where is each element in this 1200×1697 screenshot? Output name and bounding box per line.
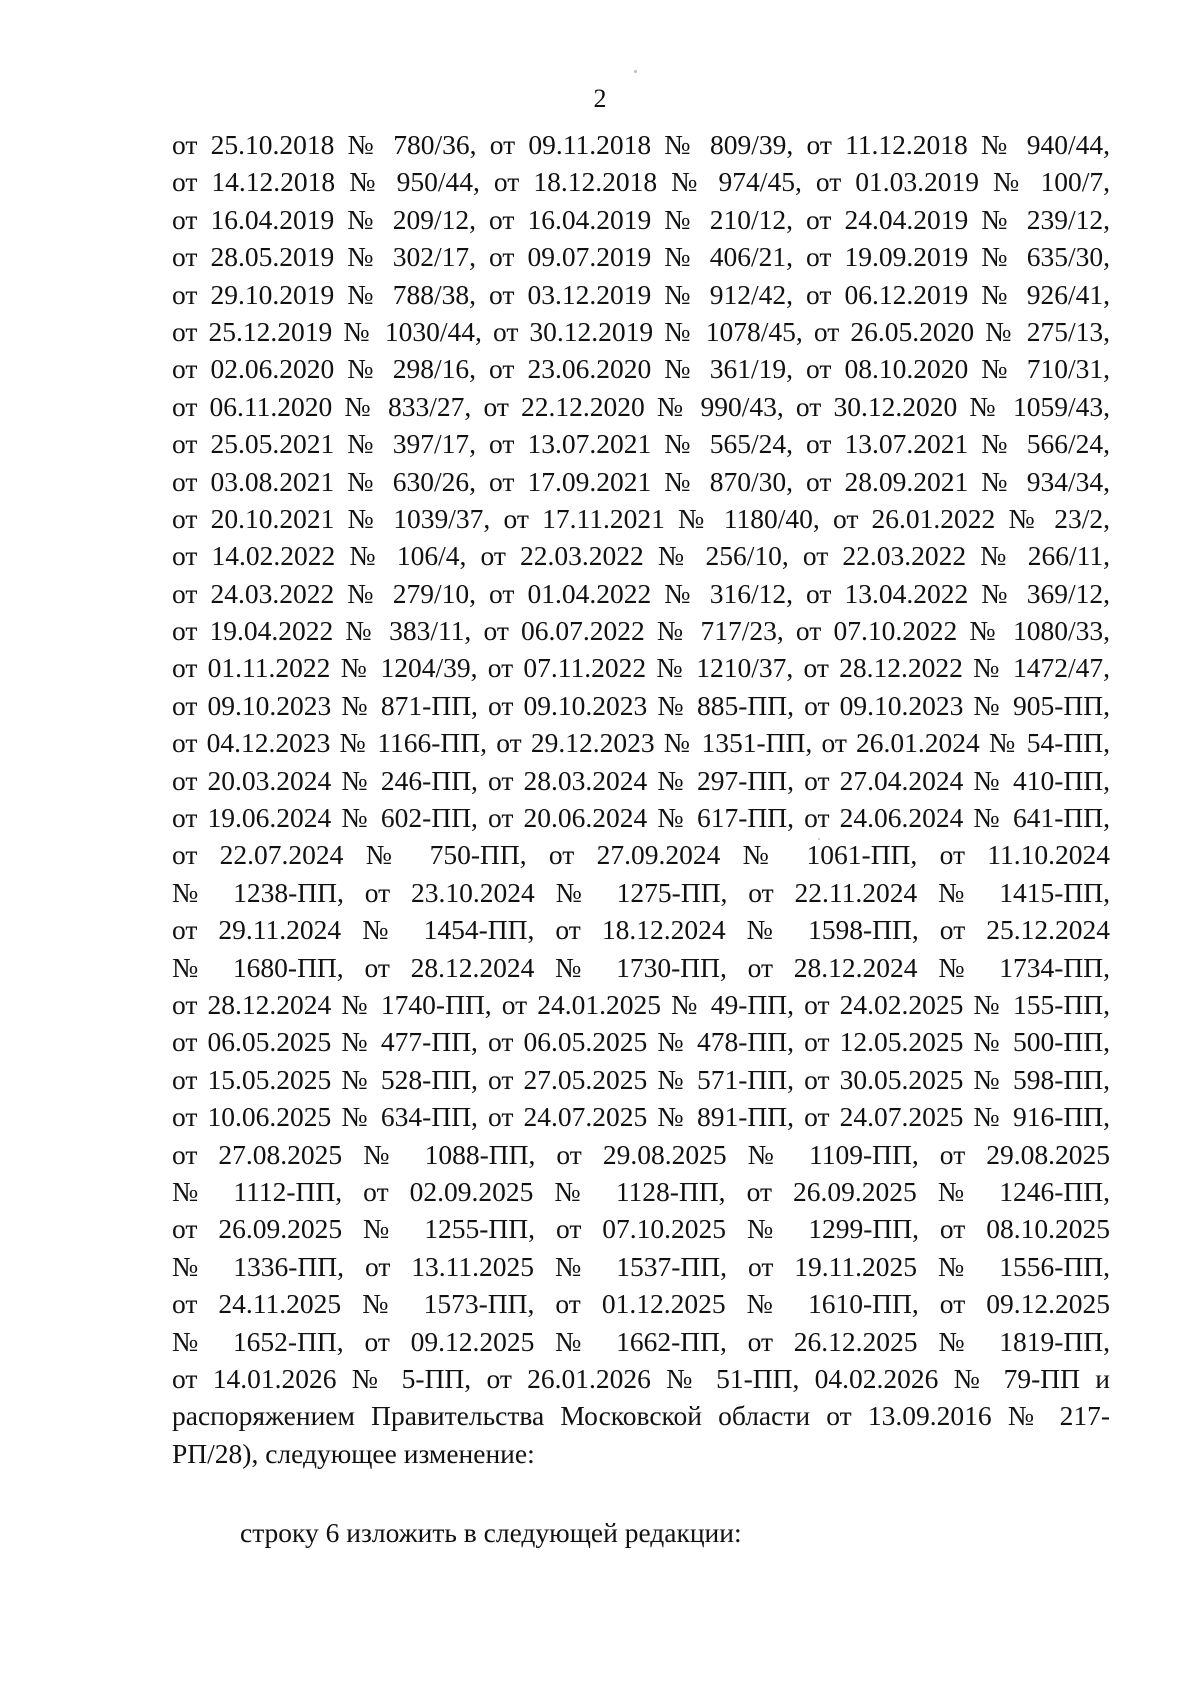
text-line: № 1652-ПП, от 09.12.2025 № 1662-ПП, от 26.12.2025 № 1819-ПП, bbox=[172, 1325, 1110, 1357]
text-line: от 25.12.2019 № 1030/44, от 30.12.2019 № 1078/45, от 26.05.2020 № 275/13, bbox=[172, 315, 1110, 347]
text-line: от 15.05.2025 № 528-ПП, от 27.05.2025 № 571-ПП, от 30.05.2025 № 598-ПП, bbox=[172, 1063, 1110, 1095]
text-line: № 1680-ПП, от 28.12.2024 № 1730-ПП, от 28.12.2024 № 1734-ПП, bbox=[172, 951, 1110, 983]
text-line: от 14.01.2026 № 5-ПП, от 26.01.2026 № 51-ПП, 04.02.2026 № 79-ПП и bbox=[172, 1362, 1110, 1394]
text-line: от 06.05.2025 № 477-ПП, от 06.05.2025 № 478-ПП, от 12.05.2025 № 500-ПП, bbox=[172, 1026, 1110, 1058]
text-line: от 06.11.2020 № 833/27, от 22.12.2020 № 990/43, от 30.12.2020 № 1059/43, bbox=[172, 390, 1110, 422]
amendment-list-text bbox=[172, 126, 1110, 1472]
scan-speck bbox=[634, 70, 637, 73]
text-line: от 04.12.2023 № 1166-ПП, от 29.12.2023 № 1351-ПП, от 26.01.2024 № 54-ПП, bbox=[172, 727, 1110, 759]
text-line: от 01.11.2022 № 1204/39, от 07.11.2022 № 1210/37, от 28.12.2022 № 1472/47, bbox=[172, 652, 1110, 684]
text-line: от 10.06.2025 № 634-ПП, от 24.07.2025 № 891-ПП, от 24.07.2025 № 916-ПП, bbox=[172, 1101, 1110, 1133]
text-line: от 19.06.2024 № 602-ПП, от 20.06.2024 № 617-ПП, от 24.06.2024 № 641-ПП, bbox=[172, 802, 1110, 834]
text-line: № 1112-ПП, от 02.09.2025 № 1128-ПП, от 26.09.2025 № 1246-ПП, bbox=[172, 1175, 1110, 1207]
text-line: № 1336-ПП, от 13.11.2025 № 1537-ПП, от 19.11.2025 № 1556-ПП, bbox=[172, 1250, 1110, 1282]
text-line: от 24.11.2025 № 1573-ПП, от 01.12.2025 № 1610-ПП, от 09.12.2025 bbox=[172, 1288, 1110, 1320]
page-number: 2 bbox=[593, 84, 607, 113]
instruction-paragraph: строку 6 изложить в следующей редакции: bbox=[240, 1517, 742, 1548]
text-line: от 09.10.2023 № 871-ПП, от 09.10.2023 № 885-ПП, от 09.10.2023 № 905-ПП, bbox=[172, 689, 1110, 721]
text-line: от 16.04.2019 № 209/12, от 16.04.2019 № 210/12, от 24.04.2019 № 239/12, bbox=[172, 203, 1110, 235]
text-line: от 19.04.2022 № 383/11, от 06.07.2022 № 717/23, от 07.10.2022 № 1080/33, bbox=[172, 615, 1110, 647]
text-line: от 14.12.2018 № 950/44, от 18.12.2018 № 974/45, от 01.03.2019 № 100/7, bbox=[172, 166, 1110, 198]
text-line: от 26.09.2025 № 1255-ПП, от 07.10.2025 № 1299-ПП, от 08.10.2025 bbox=[172, 1213, 1110, 1245]
text-line: от 14.02.2022 № 106/4, от 22.03.2022 № 256/10, от 22.03.2022 № 266/11, bbox=[172, 540, 1110, 572]
text-line: от 20.03.2024 № 246-ПП, от 28.03.2024 № 297-ПП, от 27.04.2024 № 410-ПП, bbox=[172, 764, 1110, 796]
text-line: № 1238-ПП, от 23.10.2024 № 1275-ПП, от 22.11.2024 № 1415-ПП, bbox=[172, 876, 1110, 908]
text-line: от 29.11.2024 № 1454-ПП, от 18.12.2024 № 1598-ПП, от 25.12.2024 bbox=[172, 914, 1110, 946]
text-line: от 22.07.2024 № 750-ПП, от 27.09.2024 № 1061-ПП, от 11.10.2024 bbox=[172, 839, 1110, 871]
text-line: от 02.06.2020 № 298/16, от 23.06.2020 № 361/19, от 08.10.2020 № 710/31, bbox=[172, 353, 1110, 385]
text-line: от 29.10.2019 № 788/38, от 03.12.2019 № 912/42, от 06.12.2019 № 926/41, bbox=[172, 278, 1110, 310]
text-line: от 28.05.2019 № 302/17, от 09.07.2019 № 406/21, от 19.09.2019 № 635/30, bbox=[172, 241, 1110, 273]
text-line: от 25.05.2021 № 397/17, от 13.07.2021 № 565/24, от 13.07.2021 № 566/24, bbox=[172, 428, 1110, 460]
text-line: от 24.03.2022 № 279/10, от 01.04.2022 № 316/12, от 13.04.2022 № 369/12, bbox=[172, 577, 1110, 609]
text-line: распоряжением Правительства Московской области от 13.09.2016 № 217- bbox=[172, 1400, 1110, 1432]
text-line: РП/28), следующее изменение: bbox=[172, 1437, 535, 1469]
text-line: от 20.10.2021 № 1039/37, от 17.11.2021 № 1180/40, от 26.01.2022 № 23/2, bbox=[172, 502, 1110, 534]
text-line: от 03.08.2021 № 630/26, от 17.09.2021 № 870/30, от 28.09.2021 № 934/34, bbox=[172, 465, 1110, 497]
text-line: от 28.12.2024 № 1740-ПП, от 24.01.2025 № 49-ПП, от 24.02.2025 № 155-ПП, bbox=[172, 988, 1110, 1020]
text-line: от 27.08.2025 № 1088-ПП, от 29.08.2025 № 1109-ПП, от 29.08.2025 bbox=[172, 1138, 1110, 1170]
text-line: от 25.10.2018 № 780/36, от 09.11.2018 № 809/39, от 11.12.2018 № 940/44, bbox=[172, 129, 1110, 160]
